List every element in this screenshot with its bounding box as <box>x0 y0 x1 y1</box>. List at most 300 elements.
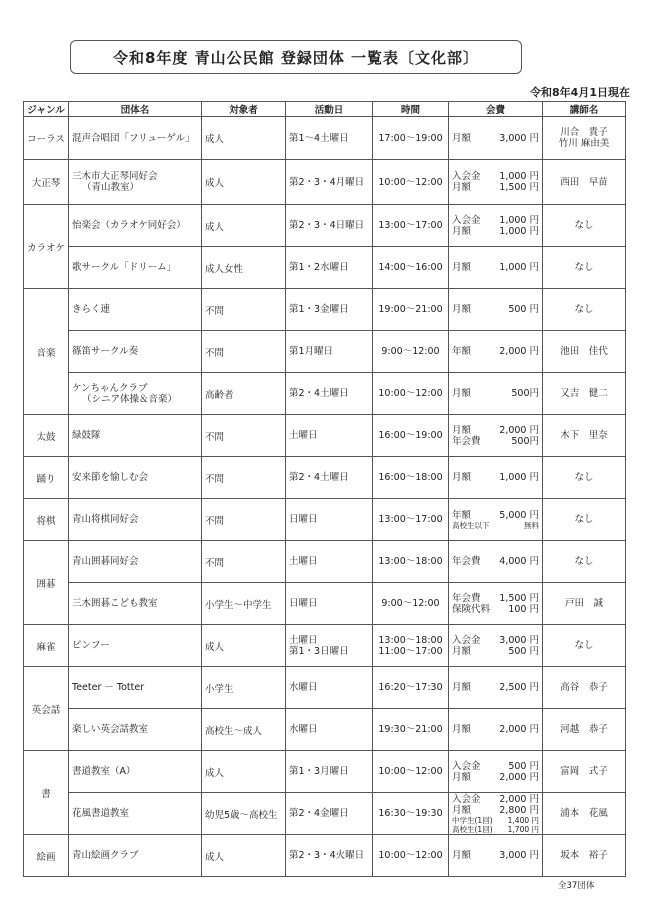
fee-label: 月額 <box>452 645 472 657</box>
cell-activity-day <box>286 625 373 667</box>
table-row <box>24 583 626 625</box>
cell-genre: 踊り <box>24 457 69 499</box>
cell-target: 成人 <box>202 625 286 667</box>
cell-fee <box>449 247 543 289</box>
cell-fee <box>449 667 543 709</box>
fee-amount: 4,000 円 <box>499 556 539 567</box>
fee-amount: 100 円 <box>508 603 539 615</box>
cell-genre: 将棋 <box>24 499 69 541</box>
fee-amount: 3,000 円 <box>499 850 539 861</box>
cell-activity-day-line: 第2・3・4日曜日 <box>289 220 365 231</box>
cell-teacher <box>543 373 626 415</box>
fee-line <box>452 772 539 783</box>
cell-target: 不問 <box>202 457 286 499</box>
fee-label: 中学生(1回) <box>452 815 493 825</box>
fee-amount: 1,000 円 <box>499 472 539 483</box>
cell-genre: カラオケ <box>24 205 69 289</box>
cell-fee <box>449 289 543 331</box>
fee-label: 年会費 <box>452 435 481 447</box>
cell-teacher <box>543 751 626 793</box>
col-header-fee: 会費 <box>449 102 543 117</box>
cell-time-line: 17:00～19:00 <box>378 132 443 144</box>
cell-group-name <box>69 499 202 541</box>
cell-genre: 麻雀 <box>24 625 69 667</box>
cell-time <box>373 457 449 499</box>
cell-teacher-line: なし <box>574 640 594 651</box>
fee-line <box>452 133 539 144</box>
cell-fee <box>449 793 543 835</box>
cell-time <box>373 667 449 709</box>
cell-teacher-line: 坂本 裕子 <box>560 850 608 861</box>
cell-time-line: 13:00～17:00 <box>378 220 443 231</box>
cell-teacher <box>543 709 626 751</box>
cell-target: 成人 <box>202 835 286 877</box>
cell-activity-day <box>286 331 373 373</box>
cell-target: 小学生～中学生 <box>202 583 286 625</box>
cell-teacher <box>543 205 626 247</box>
col-header-time: 時間 <box>373 102 449 117</box>
fee-label: 年額 <box>452 346 472 357</box>
cell-group-name-line: ピンフー <box>72 640 110 651</box>
fee-label: 年会費 <box>452 592 481 604</box>
cell-activity-day-line: 土曜日 <box>289 634 318 646</box>
table-row <box>24 709 626 751</box>
cell-target: 幼児5歳～高校生 <box>202 793 286 835</box>
cell-group-name-line: 青山絵画クラブ <box>72 850 139 861</box>
fee-amount: 2,000 円 <box>499 793 539 805</box>
cell-group-name <box>69 667 202 709</box>
cell-activity-day <box>286 499 373 541</box>
cell-group-name <box>69 247 202 289</box>
cell-time-line: 19:30～21:00 <box>378 724 443 735</box>
fee-line <box>452 556 539 567</box>
cell-fee <box>449 331 543 373</box>
cell-teacher <box>543 415 626 457</box>
fee-line <box>452 794 539 805</box>
cell-teacher <box>543 289 626 331</box>
cell-group-name <box>69 205 202 247</box>
table-row <box>24 289 626 331</box>
table-row <box>24 457 626 499</box>
fee-label: 月額 <box>452 682 472 693</box>
cell-genre: 絵画 <box>24 835 69 877</box>
cell-teacher-line: なし <box>574 514 594 525</box>
fee-line <box>452 226 539 237</box>
cell-activity-day-line: 第1～4土曜日 <box>289 132 349 144</box>
fee-line <box>452 388 539 399</box>
fee-label: 月額 <box>452 132 472 144</box>
cell-fee <box>449 160 543 205</box>
cell-teacher-line: なし <box>574 262 594 273</box>
fee-line <box>452 724 539 735</box>
total-groups: 全37団体 <box>558 881 595 891</box>
cell-teacher-line: なし <box>574 220 594 231</box>
table-row <box>24 160 626 205</box>
cell-group-name-line: （青山教室） <box>82 182 140 193</box>
cell-activity-day <box>286 160 373 205</box>
fee-amount: 1,000 円 <box>499 214 539 226</box>
cell-target: 成人 <box>202 751 286 793</box>
fee-label: 年会費 <box>452 556 481 567</box>
cell-group-name-line: 怡楽会（カラオケ同好会） <box>72 220 186 231</box>
cell-genre: 太鼓 <box>24 415 69 457</box>
cell-fee <box>449 499 543 541</box>
cell-fee <box>449 373 543 415</box>
cell-teacher-line: 戸田 誠 <box>564 598 603 609</box>
fee-label: 年額 <box>452 509 472 521</box>
fee-amount: 2,000 円 <box>499 771 539 783</box>
cell-time <box>373 751 449 793</box>
table-row <box>24 247 626 289</box>
cell-time-line: 11:00～17:00 <box>378 645 443 657</box>
cell-fee <box>449 583 543 625</box>
table-row <box>24 751 626 793</box>
cell-group-name <box>69 160 202 205</box>
cell-teacher <box>543 160 626 205</box>
cell-teacher <box>543 625 626 667</box>
fee-amount: 2,000 円 <box>499 346 539 357</box>
cell-group-name-line: きらく連 <box>72 304 111 315</box>
cell-target: 小学生 <box>202 667 286 709</box>
cell-group-name-line: 三木囲碁こども教室 <box>72 598 158 609</box>
fee-amount: 2,500 円 <box>499 682 539 693</box>
fee-line <box>452 472 539 483</box>
cell-group-name-line: 楽しい英会話教室 <box>72 724 149 735</box>
cell-activity-day-line: 第1・3月曜日 <box>289 766 349 777</box>
cell-activity-day-line: 第1・2水曜日 <box>289 262 349 273</box>
col-header-group-name: 団体名 <box>69 102 202 117</box>
fee-line <box>452 346 539 357</box>
cell-activity-day <box>286 709 373 751</box>
cell-teacher <box>543 117 626 160</box>
cell-group-name-line: 書道教室（A） <box>72 766 136 777</box>
fee-line <box>452 436 539 447</box>
fee-amount: 2,000 円 <box>499 424 539 436</box>
cell-group-name <box>69 793 202 835</box>
cell-fee <box>449 117 543 160</box>
cell-time <box>373 247 449 289</box>
cell-time <box>373 117 449 160</box>
cell-group-name-line: 花風書道教室 <box>72 808 130 819</box>
cell-fee <box>449 541 543 583</box>
cell-target: 成人 <box>202 160 286 205</box>
registered-groups-table <box>23 101 626 877</box>
col-header-activity-day: 活動日 <box>286 102 373 117</box>
cell-time-line: 10:00～12:00 <box>378 850 443 861</box>
cell-teacher <box>543 793 626 835</box>
cell-teacher <box>543 457 626 499</box>
cell-teacher <box>543 499 626 541</box>
cell-time <box>373 583 449 625</box>
fee-line <box>452 816 539 825</box>
fee-amount: 2,800 円 <box>499 804 539 816</box>
table-row <box>24 499 626 541</box>
cell-target: 成人 <box>202 205 286 247</box>
fee-amount: 1,000 円 <box>499 171 539 182</box>
cell-group-name <box>69 331 202 373</box>
fee-label: 月額 <box>452 262 472 273</box>
fee-line <box>452 521 539 530</box>
cell-fee <box>449 709 543 751</box>
table-row <box>24 667 626 709</box>
fee-amount: 1,400 円 <box>507 815 539 825</box>
cell-group-name-line: Teeter － Totter <box>72 682 145 693</box>
fee-label: 入会金 <box>452 760 481 772</box>
fee-label: 入会金 <box>452 634 481 646</box>
fee-line <box>452 262 539 273</box>
fee-line <box>452 682 539 693</box>
cell-fee <box>449 457 543 499</box>
cell-group-name <box>69 709 202 751</box>
fee-amount: 500 円 <box>508 304 539 315</box>
cell-activity-day <box>286 751 373 793</box>
fee-line <box>452 646 539 657</box>
cell-group-name <box>69 625 202 667</box>
fee-amount: 500円 <box>511 435 539 447</box>
table-row <box>24 625 626 667</box>
as-of-date: 令和8年4月1日現在 <box>530 86 630 99</box>
cell-genre: コーラス <box>24 117 69 160</box>
cell-activity-day-line: 第1・3金曜日 <box>289 304 349 315</box>
cell-time <box>373 205 449 247</box>
cell-group-name-line: 篠笛サークル奏 <box>72 346 139 357</box>
cell-activity-day-line: 日曜日 <box>289 598 318 609</box>
cell-time-line: 13:00～18:00 <box>378 634 443 646</box>
fee-line <box>452 510 539 521</box>
fee-line <box>452 604 539 615</box>
fee-amount: 500 円 <box>508 645 539 657</box>
cell-time <box>373 541 449 583</box>
cell-time-line: 19:00～21:00 <box>378 304 443 315</box>
fee-label: 月額 <box>452 424 472 436</box>
fee-amount: 1,500 円 <box>499 592 539 604</box>
cell-time <box>373 625 449 667</box>
cell-fee <box>449 751 543 793</box>
cell-group-name-line: 混声合唱団「フリューゲル」 <box>72 132 195 144</box>
cell-teacher-line: 池田 佳代 <box>560 346 608 357</box>
col-header-target: 対象者 <box>202 102 286 117</box>
cell-group-name-line: （シニア体操＆音楽） <box>82 393 178 405</box>
fee-amount: 1,500 円 <box>499 182 539 193</box>
cell-genre: 英会話 <box>24 667 69 751</box>
fee-amount: 500 円 <box>508 760 539 772</box>
cell-time-line: 16:20～17:30 <box>378 682 443 693</box>
table-row <box>24 793 626 835</box>
cell-teacher <box>543 667 626 709</box>
cell-time <box>373 373 449 415</box>
fee-amount: 5,000 円 <box>499 509 539 521</box>
cell-teacher-line: 高谷 恭子 <box>560 682 608 693</box>
cell-activity-day-line: 第2・4金曜日 <box>289 808 349 819</box>
cell-time <box>373 835 449 877</box>
page-title: 令和8年度 青山公民館 登録団体 一覧表〔文化部〕 <box>70 40 522 74</box>
cell-genre: 囲碁 <box>24 541 69 625</box>
fee-line <box>452 593 539 604</box>
cell-time-line: 16:00～18:00 <box>378 472 443 483</box>
cell-time <box>373 331 449 373</box>
cell-teacher-line: 竹川 麻由美 <box>558 138 610 149</box>
fee-label: 入会金 <box>452 214 481 226</box>
cell-activity-day <box>286 289 373 331</box>
fee-label: 月額 <box>452 804 472 816</box>
fee-line <box>452 215 539 226</box>
cell-teacher <box>543 835 626 877</box>
fee-label: 月額 <box>452 304 472 315</box>
cell-teacher-line: 川合 貴子 <box>560 127 608 138</box>
cell-time-line: 9:00～12:00 <box>381 346 440 357</box>
cell-genre: 音楽 <box>24 289 69 415</box>
cell-activity-day-line: 土曜日 <box>289 430 318 441</box>
cell-activity-day-line: 水曜日 <box>289 682 318 693</box>
fee-line <box>452 825 539 834</box>
fee-line <box>452 182 539 193</box>
cell-group-name-line: 青山囲碁同好会 <box>72 556 139 567</box>
fee-amount: 3,000 円 <box>499 132 539 144</box>
cell-activity-day <box>286 415 373 457</box>
table-row <box>24 205 626 247</box>
cell-time <box>373 289 449 331</box>
cell-group-name <box>69 289 202 331</box>
cell-teacher <box>543 247 626 289</box>
cell-teacher <box>543 331 626 373</box>
cell-time <box>373 793 449 835</box>
cell-group-name <box>69 117 202 160</box>
col-header-genre: ジャンル <box>24 102 69 117</box>
fee-line <box>452 761 539 772</box>
fee-amount: 500円 <box>511 388 539 399</box>
cell-group-name <box>69 373 202 415</box>
cell-activity-day <box>286 835 373 877</box>
fee-line <box>452 850 539 861</box>
cell-teacher-line: なし <box>574 472 594 483</box>
cell-target: 高齢者 <box>202 373 286 415</box>
cell-fee <box>449 835 543 877</box>
cell-fee <box>449 625 543 667</box>
cell-teacher-line: 西田 早苗 <box>560 176 608 188</box>
cell-group-name-line: 安来節を愉しむ会 <box>72 472 149 483</box>
fee-amount: 3,000 円 <box>499 634 539 646</box>
cell-activity-day-line: 第1・3日曜日 <box>289 645 349 657</box>
cell-time-line: 13:00～17:00 <box>378 514 443 525</box>
cell-time-line: 10:00～12:00 <box>378 388 443 399</box>
fee-line <box>452 425 539 436</box>
cell-teacher <box>543 541 626 583</box>
cell-time-line: 10:00～12:00 <box>378 176 443 188</box>
cell-group-name <box>69 583 202 625</box>
cell-time-line: 16:00～19:00 <box>378 430 443 441</box>
cell-activity-day <box>286 247 373 289</box>
cell-time <box>373 709 449 751</box>
cell-activity-day-line: 水曜日 <box>289 724 318 735</box>
fee-amount: 1,700 円 <box>507 824 539 834</box>
fee-amount: 1,000 円 <box>499 262 539 273</box>
cell-target: 不問 <box>202 289 286 331</box>
table-row <box>24 415 626 457</box>
cell-teacher-line: 富岡 式子 <box>560 766 608 777</box>
fee-label: 保険代料 <box>452 603 491 615</box>
cell-activity-day-line: 土曜日 <box>289 556 318 567</box>
cell-time-line: 9:00～12:00 <box>381 598 440 609</box>
fee-label: 月額 <box>452 771 472 783</box>
cell-target: 不問 <box>202 415 286 457</box>
cell-target: 不問 <box>202 331 286 373</box>
cell-activity-day <box>286 541 373 583</box>
cell-target: 不問 <box>202 499 286 541</box>
col-header-teacher: 講師名 <box>543 102 626 117</box>
cell-target: 高校生～成人 <box>202 709 286 751</box>
cell-genre: 大正琴 <box>24 160 69 205</box>
cell-teacher-line: なし <box>574 304 594 315</box>
cell-activity-day-line: 日曜日 <box>289 514 318 525</box>
cell-group-name <box>69 835 202 877</box>
cell-teacher-line: 浦本 花風 <box>560 808 608 819</box>
cell-group-name <box>69 541 202 583</box>
cell-activity-day <box>286 205 373 247</box>
cell-target: 不問 <box>202 541 286 583</box>
cell-activity-day-line: 第1月曜日 <box>289 346 334 357</box>
cell-time <box>373 160 449 205</box>
cell-group-name-line: 三木市大正琴同好会 <box>72 171 158 182</box>
fee-label: 月額 <box>452 225 472 237</box>
cell-teacher-line: なし <box>574 556 594 567</box>
cell-teacher-line: 河越 恭子 <box>560 724 608 735</box>
cell-group-name <box>69 751 202 793</box>
fee-label: 月額 <box>452 472 472 483</box>
cell-time-line: 10:00～12:00 <box>378 766 443 777</box>
cell-activity-day <box>286 117 373 160</box>
cell-fee <box>449 205 543 247</box>
table-row <box>24 541 626 583</box>
fee-label: 月額 <box>452 850 472 861</box>
table-row <box>24 117 626 160</box>
fee-label: 入会金 <box>452 171 481 182</box>
cell-teacher <box>543 583 626 625</box>
cell-activity-day-line: 第2・4土曜日 <box>289 388 349 399</box>
cell-target: 成人女性 <box>202 247 286 289</box>
fee-amount: 1,000 円 <box>499 225 539 237</box>
cell-activity-day <box>286 457 373 499</box>
cell-activity-day <box>286 667 373 709</box>
cell-fee <box>449 415 543 457</box>
cell-group-name-line: 青山将棋同好会 <box>72 514 139 525</box>
fee-label: 月額 <box>452 724 472 735</box>
cell-activity-day <box>286 373 373 415</box>
cell-time-line: 14:00～16:00 <box>378 262 443 273</box>
fee-label: 月額 <box>452 182 472 193</box>
cell-activity-day-line: 第2・3・4火曜日 <box>289 850 365 861</box>
table-row <box>24 373 626 415</box>
cell-time <box>373 415 449 457</box>
cell-activity-day <box>286 583 373 625</box>
fee-line <box>452 635 539 646</box>
table-header-row <box>24 102 626 117</box>
fee-label: 月額 <box>452 388 472 399</box>
fee-label: 高校生(1回) <box>452 824 493 834</box>
table-row <box>24 835 626 877</box>
cell-group-name <box>69 457 202 499</box>
cell-group-name <box>69 415 202 457</box>
cell-group-name-line: 歌サークル「ドリーム」 <box>72 262 177 273</box>
cell-group-name-line: 緑鼓隊 <box>72 430 101 441</box>
cell-activity-day-line: 第2・3・4月曜日 <box>289 176 365 188</box>
table-row <box>24 331 626 373</box>
fee-label: 高校生以下 <box>452 520 490 530</box>
cell-teacher-line: 木下 里奈 <box>560 430 608 441</box>
cell-time-line: 13:00～18:00 <box>378 556 443 567</box>
cell-activity-day <box>286 793 373 835</box>
cell-teacher-line: 又吉 健二 <box>560 388 608 399</box>
cell-genre: 書 <box>24 751 69 835</box>
